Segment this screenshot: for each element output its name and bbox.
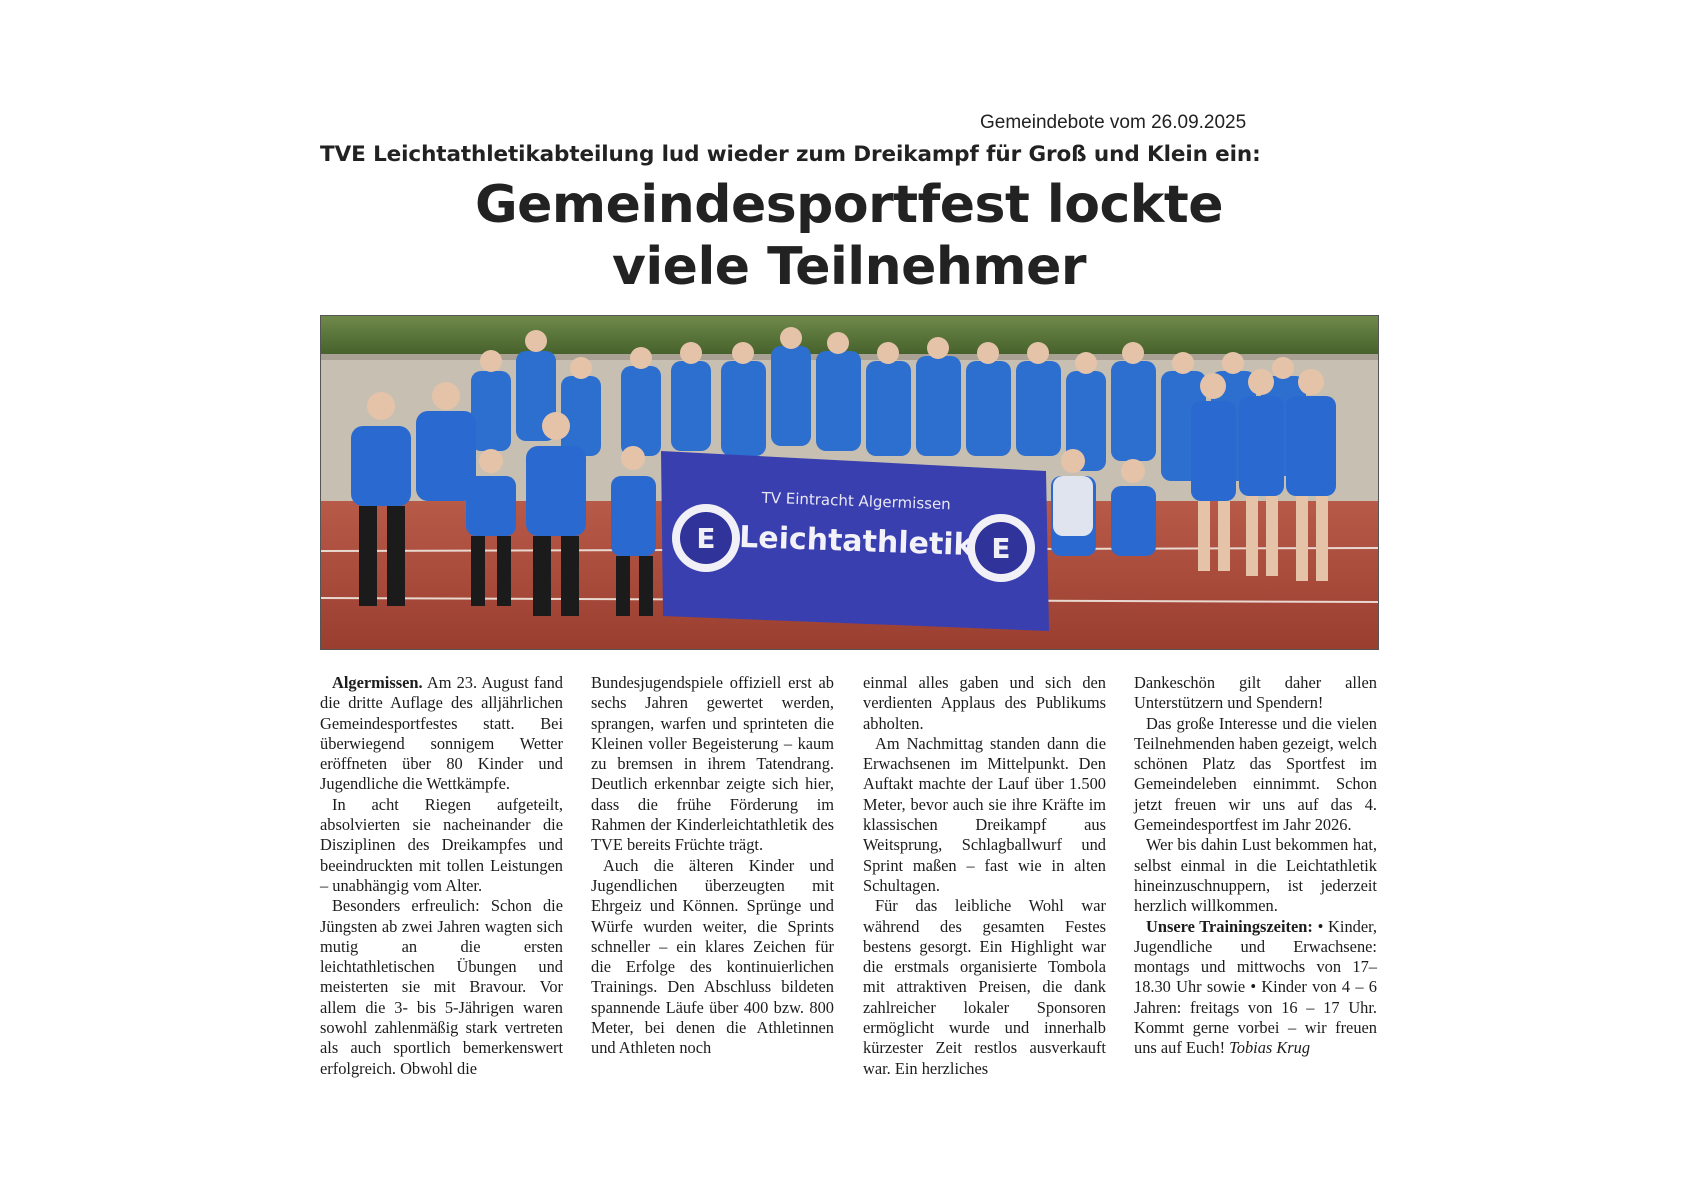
article-column-3 [863, 673, 1106, 1079]
main-headline [320, 174, 1378, 298]
paragraph: Am Nachmittag standen dann die Erwachsenen im Mittelpunkt. Den Auftakt machte der Lauf über 1.500 Meter, bevor auch sie ihre Kräfte im klassischen Dreikampf aus Weitsprung, Schlagballwurf und Sprint maßen – fast wie in alten Schultagen. [863, 733, 1106, 895]
source-line: Gemeindebote vom 26.09.2025 [980, 112, 1247, 133]
article-column-1 [320, 673, 563, 1079]
banner-title: Leichtathletik [738, 519, 975, 564]
paragraph: Wer bis dahin Lust bekommen hat, selbst einmal in die Leichtathletik hineinzuschnuppern, ist jederzeit herzlich willkommen. [1134, 835, 1377, 916]
banner-club-name: TV Eintracht Algermissen [761, 488, 952, 514]
training-label: Unsere Trainingszeiten: [1146, 916, 1313, 936]
article-body [320, 673, 1378, 1083]
paragraph: Besonders erfreulich: Schon die Jüngsten ab zwei Jahren wagten sich mutig an die ersten leichtathletischen Übungen und meisterten sie mit Bravour. Vor allem die 3- bis 5-Jährigen waren sowohl zahlenmäßig stark vertreten als auch sportlich bemerkenswert erfolgreich. Obwohl die [320, 896, 563, 1078]
paragraph: Bundesjugendspiele offiziell erst ab sechs Jahren gewertet werden, sprangen, warfen und sprinteten die Kleinen voller Begeisterung – kaum zu bremsen in ihrem Tatendrang. Deutlich erkennbar zeigte sich hier, dass die frühe Förderung im Rahmen der Kinderleichtathletik des TVE bereits Früchte trägt. [591, 673, 834, 855]
article-column-2 [591, 673, 834, 1059]
kicker-headline: TVE Leichtathletikabteilung lud wieder zum Dreikampf für Groß und Klein ein: [320, 142, 1261, 167]
paragraph: In acht Riegen aufgeteilt, absolvierten sie nacheinander die Disziplinen des Dreikampfes und beeindruckten mit tollen Leistungen – unabhängig vom Alter. [320, 794, 563, 895]
paragraph: Für das leibliche Wohl war während des gesamten Festes bestens gesorgt. Ein Highlight war die erstmals organisierte Tombola mit attraktiven Preisen, die dank zahlreicher lokaler Sponsoren ermöglicht wurde und innerhalb kürzester Zeit restlos ausverkauft war. Ein herzliches [863, 896, 1106, 1078]
paragraph: einmal alles gaben und sich den verdienten Applaus des Publikums abholten. [863, 673, 1106, 733]
headline-line-2: viele Teilnehmer [611, 237, 1087, 297]
training-times: • Kinder, Jugendliche und Erwachsene: montags und mittwochs von 17–18.30 Uhr sowie • Kinder von 4 – 6 Jahren: freitags von 16 – 17 Uhr. Kommt gerne vorbei – wir freuen uns auf Euch! [1134, 916, 1378, 1058]
paragraph: Auch die älteren Kinder und Jugendlichen überzeugten mit Ehrgeiz und Können. Sprünge und Würfe wurden weiter, die Sprints schneller – ein klares Zeichen für die Erfolge des kontinuierlichen Trainings. Den Abschluss bildeten spannende Läufe über 400 bzw. 800 Meter, bei denen die Athletinnen und Athleten noch [591, 855, 834, 1058]
svg-text:E: E [696, 522, 716, 555]
svg-text:E: E [991, 532, 1011, 565]
article-column-4 [1134, 673, 1377, 1059]
headline-line-1: Gemeindesportfest lockte [474, 175, 1224, 235]
paragraph: Dankeschön gilt daher allen Unterstützern und Spendern! [1134, 673, 1377, 713]
club-banner [661, 451, 1049, 631]
paragraph: Am 23. August fand die dritte Auflage des alljährlichen Gemeindesportfestes statt. Bei überwiegend sonnigem Wetter eröffneten über 80 Kinder und Jugendliche die Wettkämpfe. [320, 673, 563, 794]
author-name: Tobias Krug [1229, 1038, 1311, 1058]
paragraph: Das große Interesse und die vielen Teilnehmenden haben gezeigt, welch schönen Platz das Sportfest im Gemeindeleben einnimmt. Schon jetzt freuen wir uns auf das 4. Gemeindesportfest im Jahr 2026. [1134, 713, 1377, 835]
group-photo [320, 315, 1379, 650]
dateline: Algermissen. [332, 673, 423, 692]
